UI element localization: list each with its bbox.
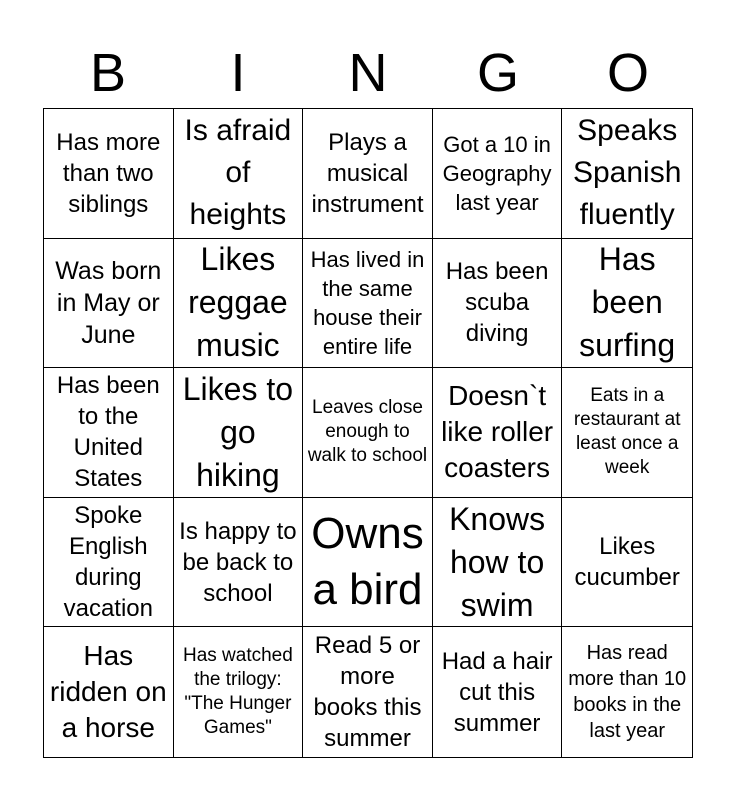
cell-text: Has lived in the same house their entire life [310,246,425,359]
cell-text: Has been surfing [579,241,676,364]
cell-text: Likes to go hiking [182,371,294,493]
cell-text: Plays a musical instrument [311,128,424,218]
bingo-cell[interactable] [433,627,563,757]
bingo-cell[interactable] [562,109,692,239]
cell-text: Is afraid of heights [184,114,292,232]
header-letter-n: N [348,43,388,103]
header-letter-b: B [89,43,127,103]
bingo-cell[interactable] [303,627,433,757]
bingo-cell[interactable] [303,239,433,369]
cell-text: Is happy to be back to school [179,517,297,607]
cell-text: Has ridden on a horse [49,640,167,744]
cell-text: Has more than two siblings [56,128,161,218]
bingo-cell[interactable] [562,239,692,369]
cell-text: Was born in May or June [55,256,162,349]
header-letter-g: G [476,43,519,103]
bingo-cell[interactable] [44,239,174,369]
bingo-cell[interactable] [433,368,563,498]
cell-text: Had a hair cut this summer [441,647,553,737]
bingo-cell[interactable] [303,368,433,498]
bingo-cell[interactable] [44,109,174,239]
cell-text: Got a 10 in Geography last year [442,131,552,215]
bingo-cell[interactable] [433,498,563,628]
cell-text: Speaks Spanish fluently [572,114,682,232]
bingo-cell[interactable] [44,627,174,757]
cell-text: Leaves close enough to walk to school [307,397,428,467]
bingo-cell[interactable] [303,109,433,239]
bingo-cell[interactable] [562,498,692,628]
bingo-cell[interactable] [174,498,304,628]
bingo-cell[interactable] [303,498,433,628]
cell-text: Spoke English during vacation [63,502,153,623]
cell-text: Has been scuba diving [445,258,549,348]
bingo-cell[interactable] [174,368,304,498]
cell-text: Likes reggae music [188,241,288,364]
cell-text: Knows how to swim [449,500,546,623]
bingo-cell[interactable] [562,368,692,498]
cell-text: Has read more than 10 books in the last year [568,642,687,743]
bingo-cell[interactable] [44,368,174,498]
bingo-cell[interactable] [433,109,563,239]
header-letter-i: I [230,43,246,103]
cell-text: Doesn`t like roller coasters [441,380,554,484]
cell-text: Likes cucumber [574,533,680,592]
bingo-cell[interactable] [174,239,304,369]
bingo-cell[interactable] [562,627,692,757]
cell-text: Owns a bird [311,509,424,615]
cell-text: Has watched the trilogy: "The Hunger Games" [182,645,293,739]
bingo-cell[interactable] [433,239,563,369]
bingo-header [43,38,693,108]
bingo-cell[interactable] [174,627,304,757]
bingo-cell[interactable] [44,498,174,628]
bingo-grid [43,108,693,758]
cell-text: Eats in a restaurant at least once a week [573,385,681,479]
header-letter-o: O [606,43,649,103]
bingo-cell[interactable] [174,109,304,239]
cell-text: Read 5 or more books this summer [313,632,422,753]
cell-text: Has been to the United States [56,372,160,493]
